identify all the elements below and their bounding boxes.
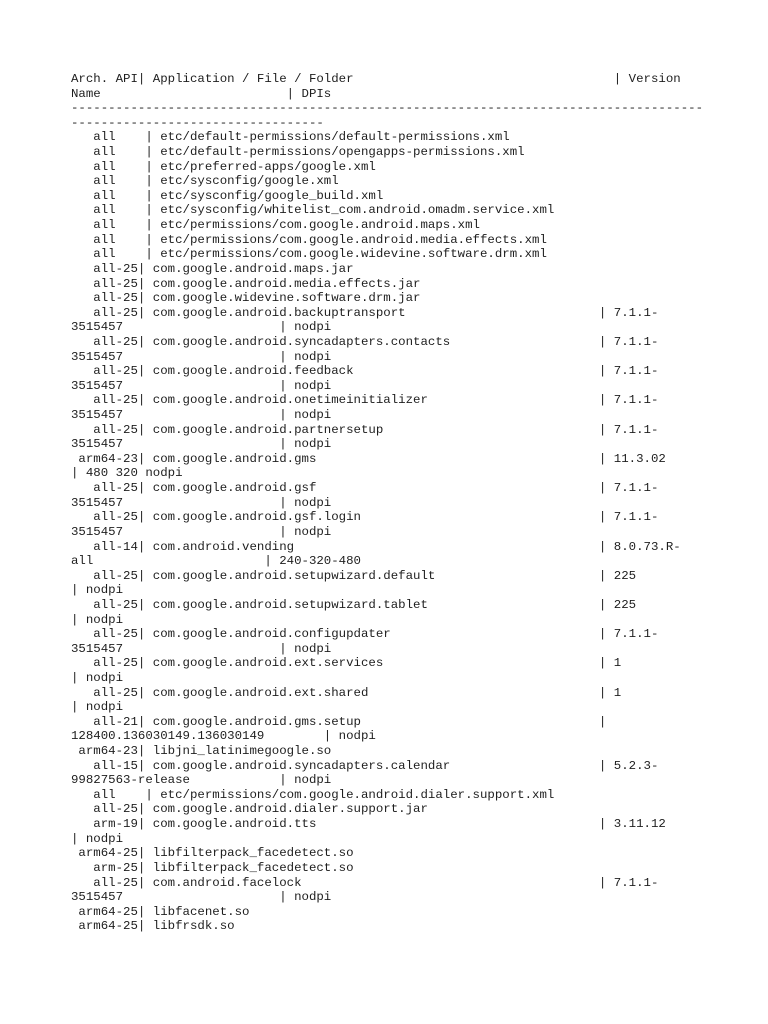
listing-line: | nodpi — [71, 670, 124, 685]
listing-line: 3515457 | nodpi — [71, 378, 332, 393]
listing-line: all-25| com.google.android.feedback | 7.1.1- — [71, 364, 659, 379]
package-listing — [71, 72, 711, 934]
listing-line: all-25| com.google.android.setupwizard.default | 225 — [71, 568, 637, 583]
listing-line: all-25| com.google.android.setupwizard.tablet | 225 — [71, 597, 637, 612]
listing-line: all | etc/sysconfig/google_build.xml — [71, 188, 384, 203]
listing-line: all-25| com.google.android.onetimeinitializer | 7.1.1- — [71, 393, 659, 408]
listing-line: all-15| com.google.android.syncadapters.calendar | 5.2.3- — [71, 758, 659, 773]
listing-line: all | 240-320-480 — [71, 554, 361, 569]
listing-line: Name | DPIs — [71, 86, 332, 101]
listing-line: all | etc/sysconfig/whitelist_com.android.omadm.service.xml — [71, 203, 555, 218]
listing-line: all-25| com.google.android.maps.jar — [71, 261, 354, 276]
listing-line: arm64-25| libfrsdk.so — [71, 919, 235, 934]
listing-line: all-25| com.google.android.media.effects.jar — [71, 276, 421, 291]
listing-line: all | etc/permissions/com.google.android.dialer.support.xml — [71, 787, 555, 802]
listing-line: 3515457 | nodpi — [71, 495, 332, 510]
listing-line: all-25| com.google.android.partnersetup | 7.1.1- — [71, 422, 659, 437]
listing-line: arm64-23| libjni_latinimegoogle.so — [71, 744, 332, 759]
listing-line: all-21| com.google.android.gms.setup | — [71, 714, 607, 729]
listing-line: | 480 320 nodpi — [71, 466, 183, 481]
listing-line: | nodpi — [71, 583, 124, 598]
listing-line: arm-25| libfilterpack_facedetect.so — [71, 860, 354, 875]
listing-line: all-25| com.google.android.syncadapters.contacts | 7.1.1- — [71, 334, 659, 349]
listing-line: arm-19| com.google.android.tts | 3.11.12 — [71, 817, 666, 832]
listing-line: Arch. API| Application / File / Folder | Version — [71, 72, 681, 86]
listing-line: all | etc/preferred-apps/google.xml — [71, 159, 376, 174]
listing-line: all | etc/default-permissions/opengapps-permissions.xml — [71, 145, 525, 160]
listing-line: all | etc/sysconfig/google.xml — [71, 174, 339, 189]
listing-line: | nodpi — [71, 612, 124, 627]
listing-line: ------------------------------------------------------------------------------------- — [71, 101, 704, 116]
listing-line: arm64-25| libfacenet.so — [71, 904, 250, 919]
listing-line: arm64-25| libfilterpack_facedetect.so — [71, 846, 354, 861]
listing-line: all-25| com.google.android.ext.shared | 1 — [71, 685, 622, 700]
listing-line: all-25| com.google.android.gsf.login | 7.1.1- — [71, 510, 659, 525]
listing-line: 3515457 | nodpi — [71, 320, 332, 335]
listing-line: arm64-23| com.google.android.gms | 11.3.02 — [71, 451, 666, 466]
listing-line: all-14| com.android.vending | 8.0.73.R- — [71, 539, 681, 554]
listing-line: 3515457 | nodpi — [71, 524, 332, 539]
listing-line: 3515457 | nodpi — [71, 437, 332, 452]
listing-line: 3515457 | nodpi — [71, 890, 332, 905]
listing-line: 99827563-release | nodpi — [71, 773, 332, 788]
listing-line: 3515457 | nodpi — [71, 641, 332, 656]
listing-line: | nodpi — [71, 700, 124, 715]
listing-line: 128400.136030149.136030149 | nodpi — [71, 729, 376, 744]
listing-line: | nodpi — [71, 831, 124, 846]
listing-line: all-25| com.google.android.ext.services | 1 — [71, 656, 622, 671]
listing-line: all-25| com.google.android.gsf | 7.1.1- — [71, 481, 659, 496]
listing-line: 3515457 | nodpi — [71, 408, 332, 423]
listing-line: all | etc/default-permissions/default-permissions.xml — [71, 130, 510, 145]
listing-line: all-25| com.android.facelock | 7.1.1- — [71, 875, 659, 890]
listing-line: all-25| com.google.android.dialer.support.jar — [71, 802, 428, 817]
listing-line: ---------------------------------- — [71, 115, 324, 130]
listing-line: 3515457 | nodpi — [71, 349, 332, 364]
listing-line: all | etc/permissions/com.google.android.maps.xml — [71, 218, 480, 233]
listing-line: all-25| com.google.android.configupdater | 7.1.1- — [71, 627, 659, 642]
listing-line: all | etc/permissions/com.google.widevine.software.drm.xml — [71, 247, 547, 262]
listing-line: all-25| com.google.android.backuptransport | 7.1.1- — [71, 305, 659, 320]
listing-line: all-25| com.google.widevine.software.drm.jar — [71, 291, 421, 306]
listing-line: all | etc/permissions/com.google.android.media.effects.xml — [71, 232, 547, 247]
